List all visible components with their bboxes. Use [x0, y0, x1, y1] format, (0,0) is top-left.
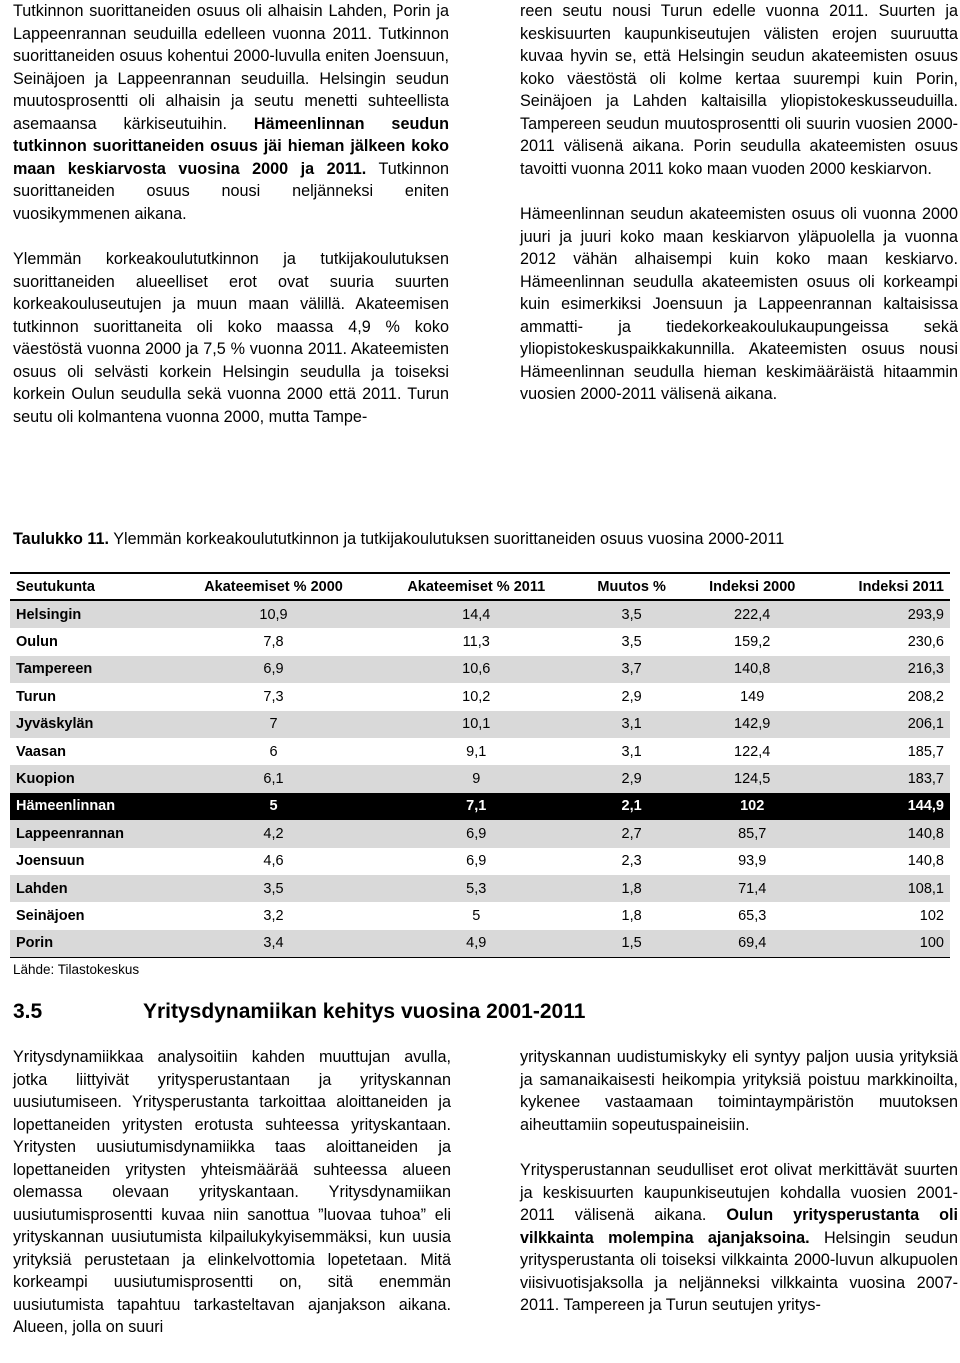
- table-cell: 1,8: [621, 907, 642, 924]
- table-cell: 1,8: [577, 875, 686, 902]
- paragraph: reen seutu nousi Turun edelle vuonna 2011. Suurten ja keskisuurten kaupunkiseutujen välisten erojen suuruutta kuvaa hyvin se, että Helsingin seudun akateemisten osuus koko väestöstä oli kolme kertaa suurempi kuin Porin, Seinäjoen ja Lahden kaltaisilla yliopistokeskusseuduilla. Tampereen seudun muutosprosentti oli suurin vuosien 2000-2011 välisenä aikana. Porin seudulla akateemisten osuus tavoitti vuonna 2011 koko maan vuoden 2000 keskiarvon.: [520, 2, 958, 178]
- section-heading: [13, 1000, 585, 1024]
- paragraph: Hämeenlinnan seudun akateemisten osuus oli vuonna 2000 juuri ja juuri koko maan keskiarvon yläpuolella ja vuonna 2012 vähän alhaisempi kuin koko maan keskiarvo. Hämeenlinnan seudulla akateemisten osuus oli korkeampi kuin esimerkiksi Joensuun ja Lappeenrannan kaltaisissa ammatti- ja tiedekorkeakoulukaupungeissa sekä yliopistokeskuspaikkakunnilla. Akateemisten osuus nousi Hämeenlinnan seudulla hieman keskimääräistä hitaammin vuosien 2000-2011 välisenä aikana.: [520, 205, 958, 403]
- table-row: [10, 875, 950, 902]
- table-row: [10, 820, 950, 847]
- table-row: [10, 711, 950, 738]
- table-cell: 230,6: [907, 634, 944, 651]
- table-cell: 7: [172, 711, 375, 738]
- table-cell: 7,8: [263, 634, 284, 651]
- paragraph: Ylemmän korkeakoulututkinnon ja tutkijakoulutuksen suorittaneiden alueelliset erot ovat suuria suurten korkeakouluseutujen ja muun maan välillä. Akateemisen tutkinnon suorittaneita oli koko maassa 4,9 % koko väestöstä vuonna 2000 ja 7,5 % vuonna 2011. Akateemisten osuus oli selvästi korkein Helsingin seudulla ja toiseksi korkein Oulun seudulla sekä vuonna 2000 että 2011. Turun seutu oli kolmantena vuonna 2000, mutta Tampe-: [13, 250, 449, 426]
- table-cell: 159,2: [734, 634, 771, 651]
- table-cell: 6: [269, 743, 278, 760]
- table-cell: 10,9: [172, 600, 375, 628]
- row-label: Kuopion: [10, 765, 172, 792]
- table-cell: 122,4: [734, 743, 771, 760]
- table-cell: 14,4: [375, 600, 577, 628]
- table-cell: 102: [919, 907, 944, 924]
- table-cell: 3,1: [577, 711, 686, 738]
- table-cell: 3,5: [621, 634, 642, 651]
- table-cell: 4,6: [263, 853, 284, 870]
- row-label: Hämeenlinnan: [10, 793, 172, 820]
- table-cell: 140,8: [818, 820, 950, 847]
- table-row: [10, 930, 950, 958]
- table-cell: 71,4: [686, 875, 819, 902]
- text-column-top-left: [13, 0, 449, 428]
- table-cell: 100: [818, 930, 950, 958]
- table-cell: 2,9: [577, 765, 686, 792]
- table-cell: 4,2: [172, 820, 375, 847]
- table-row: [10, 793, 950, 820]
- table-cell: 3,4: [172, 930, 375, 958]
- table-cell: 2,9: [621, 688, 642, 705]
- paragraph: Tutkinnon suorittaneiden osuus oli alhaisin Lahden, Porin ja Lappeenrannan seuduilla edelleen vuonna 2011. Tutkinnon suorittaneiden osuus kohentui 2000-luvulla eniten Joensuun, Seinäjoen ja Lappeenrannan seuduilla. Helsingin seudun muutosprosentti oli alhaisin ja seutu menetti suhteellista asemaansa kärkiseutuihin. Hämeenlinnan seudun tutkinnon suorittaneiden osuus jäi hieman jälkeen koko maan keskiarvosta vuosina 2000 ja 2011. Tutkinnon suorittaneiden osuus nousi neljänneksi eniten vuosikymmenen aikana.: [13, 2, 449, 223]
- text-column-bottom-right: [520, 1046, 958, 1317]
- table-cell: 216,3: [818, 656, 950, 683]
- table-cell: 140,8: [907, 853, 944, 870]
- column-header: Akateemiset % 2000: [172, 573, 375, 600]
- row-label: Porin: [10, 930, 172, 958]
- table-cell: 6,9: [466, 853, 487, 870]
- table-row: [10, 600, 950, 628]
- table-cell: 65,3: [738, 907, 767, 924]
- table-caption-label: Taulukko 11.: [13, 530, 109, 548]
- table-cell: 102: [686, 793, 819, 820]
- bold-emphasis: Hämeenlinnan seudun tutkinnon suorittaneiden osuus jäi hieman jälkeen koko maan keskiarvosta vuosina 2000 ja 2011.: [13, 114, 449, 178]
- table-cell: 144,9: [818, 793, 950, 820]
- table-cell: 124,5: [686, 765, 819, 792]
- table-caption: [13, 530, 958, 549]
- row-label: Vaasan: [16, 743, 66, 760]
- column-header: Muutos %: [577, 573, 686, 600]
- table-cell: 142,9: [686, 711, 819, 738]
- table-row: [10, 738, 950, 765]
- row-label: Joensuun: [16, 853, 85, 870]
- table-cell: 206,1: [818, 711, 950, 738]
- paragraph: Yritysdynamiikkaa analysoitiin kahden muuttujan avulla, jotka liittyivät yritysperustantaan ja yrityskannan uusiutumiseen. Yritysperustanta tarkoittaa aloittaneiden ja lopettaneiden yritysten erotusta suhteessa yrityskantaan. Yritysten uusiutumisdynamiikka taas aloittaneiden ja lopettaneiden yritysten yhteismäärää suhteessa alueen olemassa olevaan yrityskantaan. Yritysdynamiikan uusiutumisprosentti kuvaa niin sanottua ”luovaa tuhoa” eli yrityskannan uusiutumista kilpailukykyisemmäksi, kun uusia yrityksiä perustetaan ja elinkelvottomia lopetetaan. Mitä korkeampi uusiutumisprosentti on, sitä enemmän uusiutumista tapahtuu tarkasteltavan ajanjakson aikana. Alueen, jolla on suuri: [13, 1048, 451, 1336]
- table-cell: 9: [375, 765, 577, 792]
- table-row: [10, 656, 950, 683]
- table-cell: 108,1: [818, 875, 950, 902]
- column-header: Akateemiset % 2011: [375, 573, 577, 600]
- data-table: [10, 572, 950, 958]
- row-label: Tampereen: [10, 656, 172, 683]
- table-cell: 93,9: [738, 853, 767, 870]
- table-cell: 11,3: [462, 634, 490, 651]
- table-cell: 69,4: [686, 930, 819, 958]
- table-cell: 3,7: [577, 656, 686, 683]
- table-cell: 1,5: [577, 930, 686, 958]
- table-cell: 6,9: [375, 820, 577, 847]
- table-cell: 85,7: [686, 820, 819, 847]
- column-header: Indeksi 2000: [686, 573, 819, 600]
- table-cell: 5,3: [375, 875, 577, 902]
- table-cell: 2,7: [577, 820, 686, 847]
- text-column-top-right: [520, 0, 958, 406]
- table-cell: 4,9: [375, 930, 577, 958]
- table-cell: 7,3: [263, 688, 284, 705]
- table-cell: 9,1: [466, 743, 487, 760]
- table-cell: 10,2: [462, 688, 491, 705]
- table-row: [10, 628, 950, 655]
- row-label: Lahden: [10, 875, 172, 902]
- row-label: Seinäjoen: [16, 907, 85, 924]
- table-cell: 3,5: [172, 875, 375, 902]
- row-label: Oulun: [16, 634, 58, 651]
- row-label: Lappeenrannan: [10, 820, 172, 847]
- table-cell: 3,1: [621, 743, 642, 760]
- table-cell: 222,4: [686, 600, 819, 628]
- table-cell: 3,5: [577, 600, 686, 628]
- table-cell: 149: [740, 688, 765, 705]
- table-cell: 6,9: [172, 656, 375, 683]
- column-header: Indeksi 2011: [818, 573, 950, 600]
- text-column-bottom-left: [13, 1046, 451, 1339]
- row-label: Turun: [16, 688, 56, 705]
- paragraph: yrityskannan uudistumiskyky eli syntyy paljon uusia yrityksiä ja samanaikaisesti heikompia yrityksiä poistuu markkinoilta, kykenee vastaamaan toimintaympäristön muutoksen aiheuttamiin sopeutuspaineisiin.: [520, 1048, 958, 1134]
- bold-emphasis: Oulun yritysperustanta oli vilkkainta molempina ajanjaksoina.: [520, 1206, 958, 1247]
- row-label: Jyväskylän: [10, 711, 172, 738]
- table-cell: 10,6: [375, 656, 577, 683]
- table-cell: 185,7: [907, 743, 944, 760]
- table-cell: 5: [472, 907, 481, 924]
- table-cell: 140,8: [686, 656, 819, 683]
- table-cell: 183,7: [818, 765, 950, 792]
- table-cell: 7,1: [375, 793, 577, 820]
- table-source: Lähde: Tilastokeskus: [13, 962, 140, 977]
- column-header: Seutukunta: [10, 573, 172, 600]
- table-cell: 293,9: [818, 600, 950, 628]
- row-label: Helsingin: [10, 600, 172, 628]
- table-row: [10, 683, 950, 710]
- table-row: [10, 765, 950, 792]
- table-row: [10, 848, 950, 875]
- table-caption-text: Ylemmän korkeakoulututkinnon ja tutkijakoulutuksen suorittaneiden osuus vuosina 2000-2011: [113, 530, 785, 548]
- table-cell: 10,1: [375, 711, 577, 738]
- table-row: [10, 902, 950, 929]
- table-cell: 6,1: [172, 765, 375, 792]
- table-cell: 2,3: [621, 853, 642, 870]
- section-number: 3.5: [13, 1000, 43, 1023]
- table-cell: 5: [172, 793, 375, 820]
- table-cell: 208,2: [907, 688, 944, 705]
- section-title: Yritysdynamiikan kehitys vuosina 2001-2011: [143, 1000, 586, 1023]
- table-cell: 2,1: [577, 793, 686, 820]
- table-cell: 3,2: [263, 907, 284, 924]
- paragraph: Yritysperustannan seudulliset erot olivat merkittävät suurten ja keskisuurten kaupunkiseutujen kohdalla vuosien 2001-2011 välisenä aikana. Oulun yritysperustanta oli vilkkainta molempina ajanjaksoina. Helsingin seudun yritysperustanta oli toiseksi vilkkainta 2000-luvun alkupuolen viisivuotisjaksolla ja neljänneksi vilkkainta vuosina 2007-2011. Tampereen ja Turun seutujen yritys-: [520, 1161, 959, 1314]
- table-header-row: [10, 573, 950, 600]
